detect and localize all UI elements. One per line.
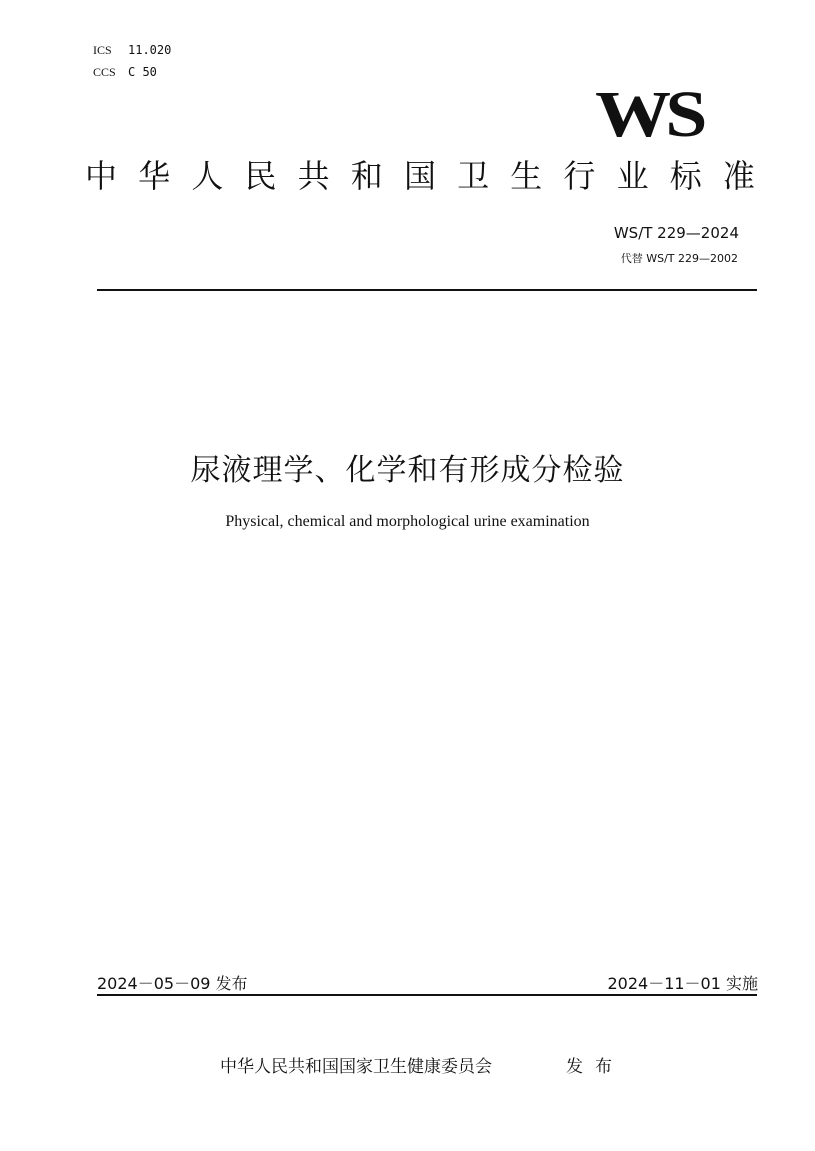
heading-char: 人 <box>191 157 224 195</box>
heading-char: 标 <box>669 157 702 195</box>
bottom-divider <box>97 994 757 996</box>
ccs-code <box>93 61 171 83</box>
heading-char: 卫 <box>457 157 490 195</box>
issue-word: 发布 <box>566 1057 624 1077</box>
issuer: 中华人民共和国国家卫生健康委员会 <box>220 1057 492 1077</box>
classification-codes <box>93 39 171 83</box>
heading-char: 行 <box>563 157 596 195</box>
heading-char: 生 <box>510 157 543 195</box>
heading-char: 和 <box>350 157 383 195</box>
standard-type-heading <box>85 156 755 196</box>
document-title-cn: 尿液理学、化学和有形成分检验 <box>190 453 625 488</box>
heading-char: 华 <box>138 157 171 195</box>
ws-logo: WS <box>595 78 702 151</box>
replaces-standard: 代替 WS/T 229—2002 <box>620 252 738 265</box>
heading-char: 准 <box>722 157 755 195</box>
top-divider <box>97 289 757 291</box>
standard-number: WS/T 229—2024 <box>613 224 739 242</box>
ics-code <box>93 39 171 61</box>
publish-date: 2024－05－09 发布 <box>97 974 248 993</box>
ccs-value: C 50 <box>128 65 157 79</box>
ccs-label: CCS <box>93 65 116 79</box>
heading-char: 国 <box>403 157 436 195</box>
document-title-en: Physical, chemical and morphological urine examination <box>225 513 590 530</box>
ics-value: 11.020 <box>128 43 172 57</box>
implement-date: 2024－11－01 实施 <box>607 974 758 993</box>
heading-char: 民 <box>244 157 277 195</box>
heading-char: 共 <box>297 157 330 195</box>
heading-char: 中 <box>85 157 118 195</box>
ics-label: ICS <box>93 43 112 57</box>
heading-char: 业 <box>616 157 649 195</box>
